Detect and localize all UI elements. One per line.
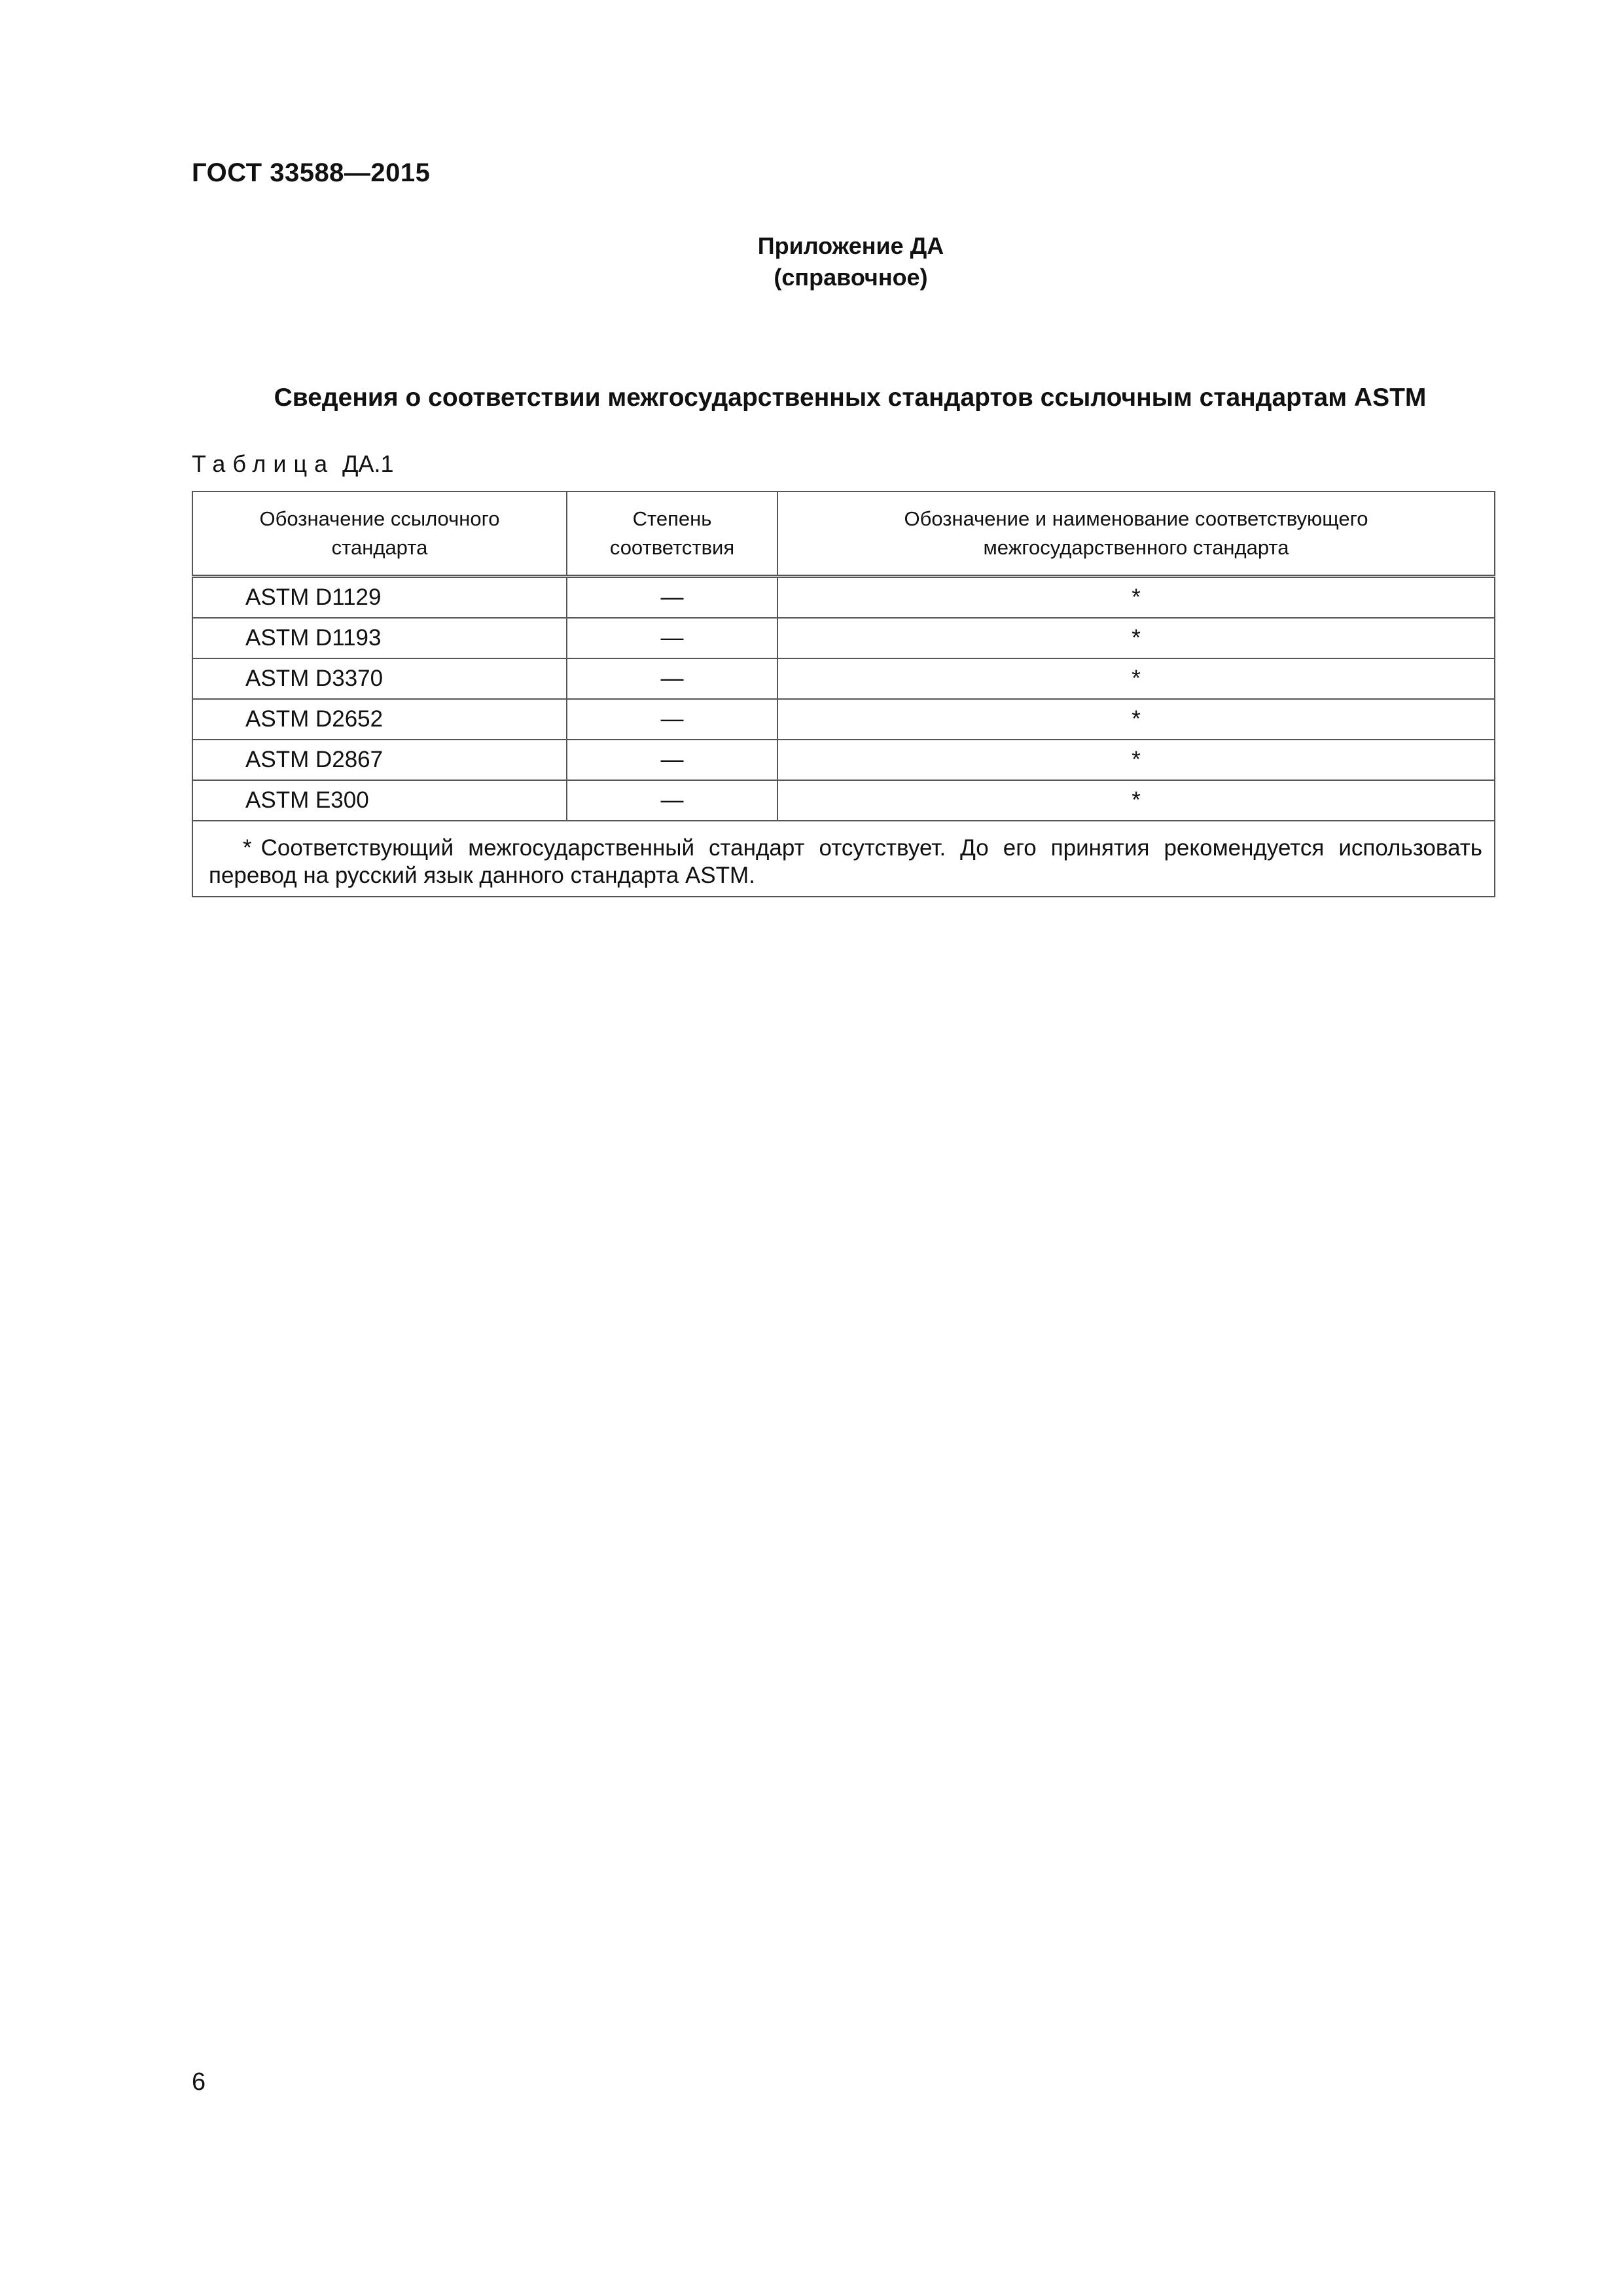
table-footnote-row	[192, 821, 1495, 897]
header-reference-standard: Обозначение ссылочного стандарта	[192, 492, 567, 577]
cell-reference-standard: ASTM D2652	[192, 699, 567, 740]
cell-interstate-standard: *	[777, 740, 1495, 780]
document-code: ГОСТ 33588—2015	[192, 158, 431, 187]
cell-reference-standard: ASTM D1193	[192, 618, 567, 658]
cell-degree: —	[567, 618, 777, 658]
cell-degree: —	[567, 699, 777, 740]
appendix-title: Приложение ДА	[757, 232, 944, 259]
table-footnote	[192, 821, 1495, 897]
table-row	[192, 740, 1495, 780]
cell-degree: —	[567, 740, 777, 780]
cell-interstate-standard: *	[777, 658, 1495, 699]
page-number: 6	[192, 2068, 206, 2096]
table-label-word: Таблица	[192, 450, 335, 477]
appendix-subtitle: (справочное)	[774, 264, 928, 291]
table-header-row	[192, 492, 1495, 577]
cell-interstate-standard: *	[777, 618, 1495, 658]
cell-interstate-standard: *	[777, 780, 1495, 821]
table-label	[192, 450, 394, 478]
footnote-text: Соответствующий межгосударственный стандарт отсутствует. До его принятия рекомендуется использовать перевод на русский язык данного стандарта ASTM.	[209, 835, 1482, 888]
cell-reference-standard: ASTM D3370	[192, 658, 567, 699]
table-row	[192, 699, 1495, 740]
table-row	[192, 658, 1495, 699]
cell-reference-standard: ASTM D2867	[192, 740, 567, 780]
cell-reference-standard: ASTM D1129	[192, 577, 567, 619]
section-title: Сведения о соответствии межгосударственных стандартов ссылочным стандартам ASTM	[274, 384, 1427, 412]
header-interstate-standard: Обозначение и наименование соответствующего межгосударственного стандарта	[777, 492, 1495, 577]
footnote-mark: *	[243, 835, 252, 861]
table-label-number: ДА.1	[342, 450, 394, 477]
comparison-table	[192, 491, 1495, 897]
table-row	[192, 577, 1495, 619]
cell-interstate-standard: *	[777, 699, 1495, 740]
table-row	[192, 618, 1495, 658]
cell-degree: —	[567, 577, 777, 619]
cell-degree: —	[567, 658, 777, 699]
cell-interstate-standard: *	[777, 577, 1495, 619]
cell-reference-standard: ASTM E300	[192, 780, 567, 821]
header-degree-of-conformity: Степень соответствия	[567, 492, 777, 577]
cell-degree: —	[567, 780, 777, 821]
table-row	[192, 780, 1495, 821]
